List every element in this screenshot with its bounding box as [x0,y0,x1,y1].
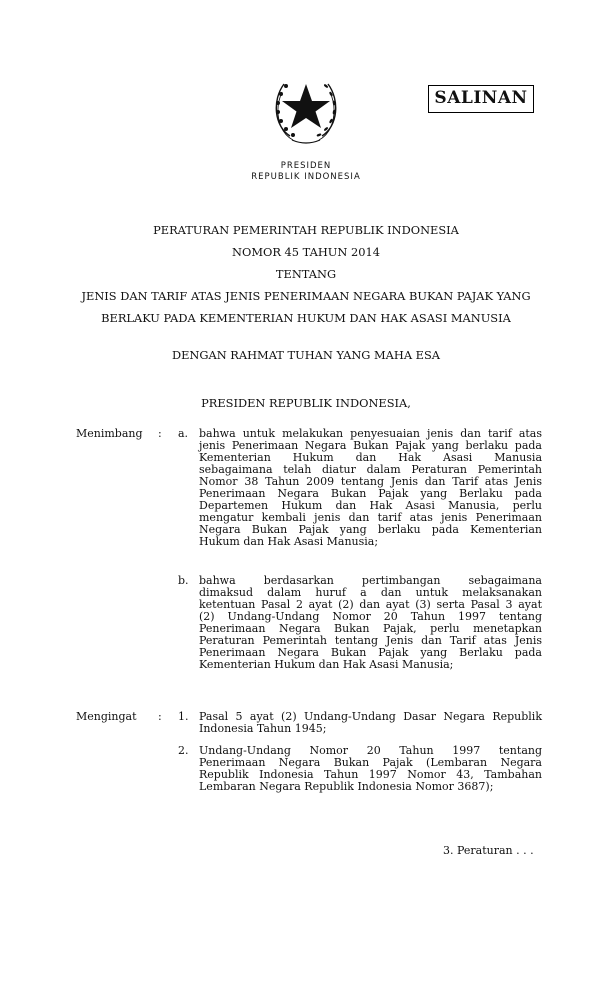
presiden-heading: PRESIDEN REPUBLIK INDONESIA, [201,396,411,410]
text-line: bahwa berdasarkan pertimbangan sebagaimana [199,574,542,587]
page-continuation: 3. Peraturan . . . [443,844,534,857]
mengingat-label: Mengingat [76,710,137,723]
emblem-caption-presiden: PRESIDEN [280,161,332,171]
text-line: Kementerian Hukum dan Hak Asasi Manusia; [199,658,454,671]
text-line: ketentuan Pasal 2 ayat (2) dan ayat (3) serta Pasal 3 ayat [199,598,542,611]
rahmat-line: DENGAN RAHMAT TUHAN YANG MAHA ESA [171,348,441,362]
regulation-title: PERATURAN PEMERINTAH REPUBLIK INDONESIA [153,223,459,237]
text-line: Pasal 5 ayat (2) Undang-Undang Dasar Negara Republik [199,710,542,723]
presidential-emblem-icon [268,70,344,146]
text-line: Penerimaan Negara Bukan Pajak (Lembaran Negara [199,756,542,769]
menimbang-item-a [199,428,542,548]
regulation-tentang: TENTANG [275,267,337,281]
salinan-stamp: SALINAN [428,85,534,113]
text-line: mengatur kembali jenis dan tarif atas jenis Penerimaan [199,511,542,524]
text-line: Penerimaan Negara Bukan Pajak, perlu menetapkan [199,622,542,635]
text-line: bahwa untuk melakukan penyesuaian jenis dan tarif atas [199,427,542,440]
text-line: Negara Bukan Pajak yang berlaku pada Kementerian [199,523,542,536]
text-line: sebagaimana telah diatur dalam Peraturan Pemerintah [199,463,542,476]
text-line: Republik Indonesia Tahun 1997 Nomor 43, Tambahan [199,768,542,781]
text-line: dimaksud dalam huruf a dan untuk melaksanakan [199,586,542,599]
regulation-number: NOMOR 45 TAHUN 2014 [232,245,380,259]
text-line: (2) Undang-Undang Nomor 20 Tahun 1997 tentang [199,610,542,623]
text-line: Hukum dan Hak Asasi Manusia; [199,535,379,548]
menimbang-colon: : [158,427,162,440]
text-line: Undang-Undang Nomor 20 Tahun 1997 tentang [199,744,542,757]
mengingat-colon: : [158,710,162,723]
text-line: jenis Penerimaan Negara Bukan Pajak yang berlaku pada [199,439,542,452]
menimbang-label: Menimbang [76,427,143,440]
text-line: Peraturan Pemerintah tentang Jenis dan Tarif atas Jenis [199,634,542,647]
regulation-subject-line2: BERLAKU PADA KEMENTERIAN HUKUM DAN HAK ASASI MANUSIA [101,311,511,325]
text-line: Nomor 38 Tahun 2009 tentang Jenis dan Tarif atas Jenis [199,475,542,488]
text-line: Indonesia Tahun 1945; [199,722,327,735]
emblem-caption-republik: REPUBLIK INDONESIA [251,172,361,182]
mengingat-item-1 [199,711,542,735]
mengingat-marker-2: 2. [178,744,189,757]
menimbang-marker-b: b. [178,574,189,587]
regulation-subject-line1: JENIS DAN TARIF ATAS JENIS PENERIMAAN NEGARA BUKAN PAJAK YANG [81,289,531,303]
mengingat-marker-1: 1. [178,710,189,723]
text-line: Departemen Hukum dan Hak Asasi Manusia, perlu [199,499,542,512]
text-line: Lembaran Negara Republik Indonesia Nomor 3687); [199,780,494,793]
menimbang-item-b [199,575,542,671]
text-line: Penerimaan Negara Bukan Pajak yang Berlaku pada [199,487,542,500]
mengingat-item-2 [199,745,542,793]
menimbang-marker-a: a. [178,427,189,440]
text-line: Kementerian Hukum dan Hak Asasi Manusia [199,451,542,464]
text-line: Penerimaan Negara Bukan Pajak yang Berlaku pada [199,646,542,659]
